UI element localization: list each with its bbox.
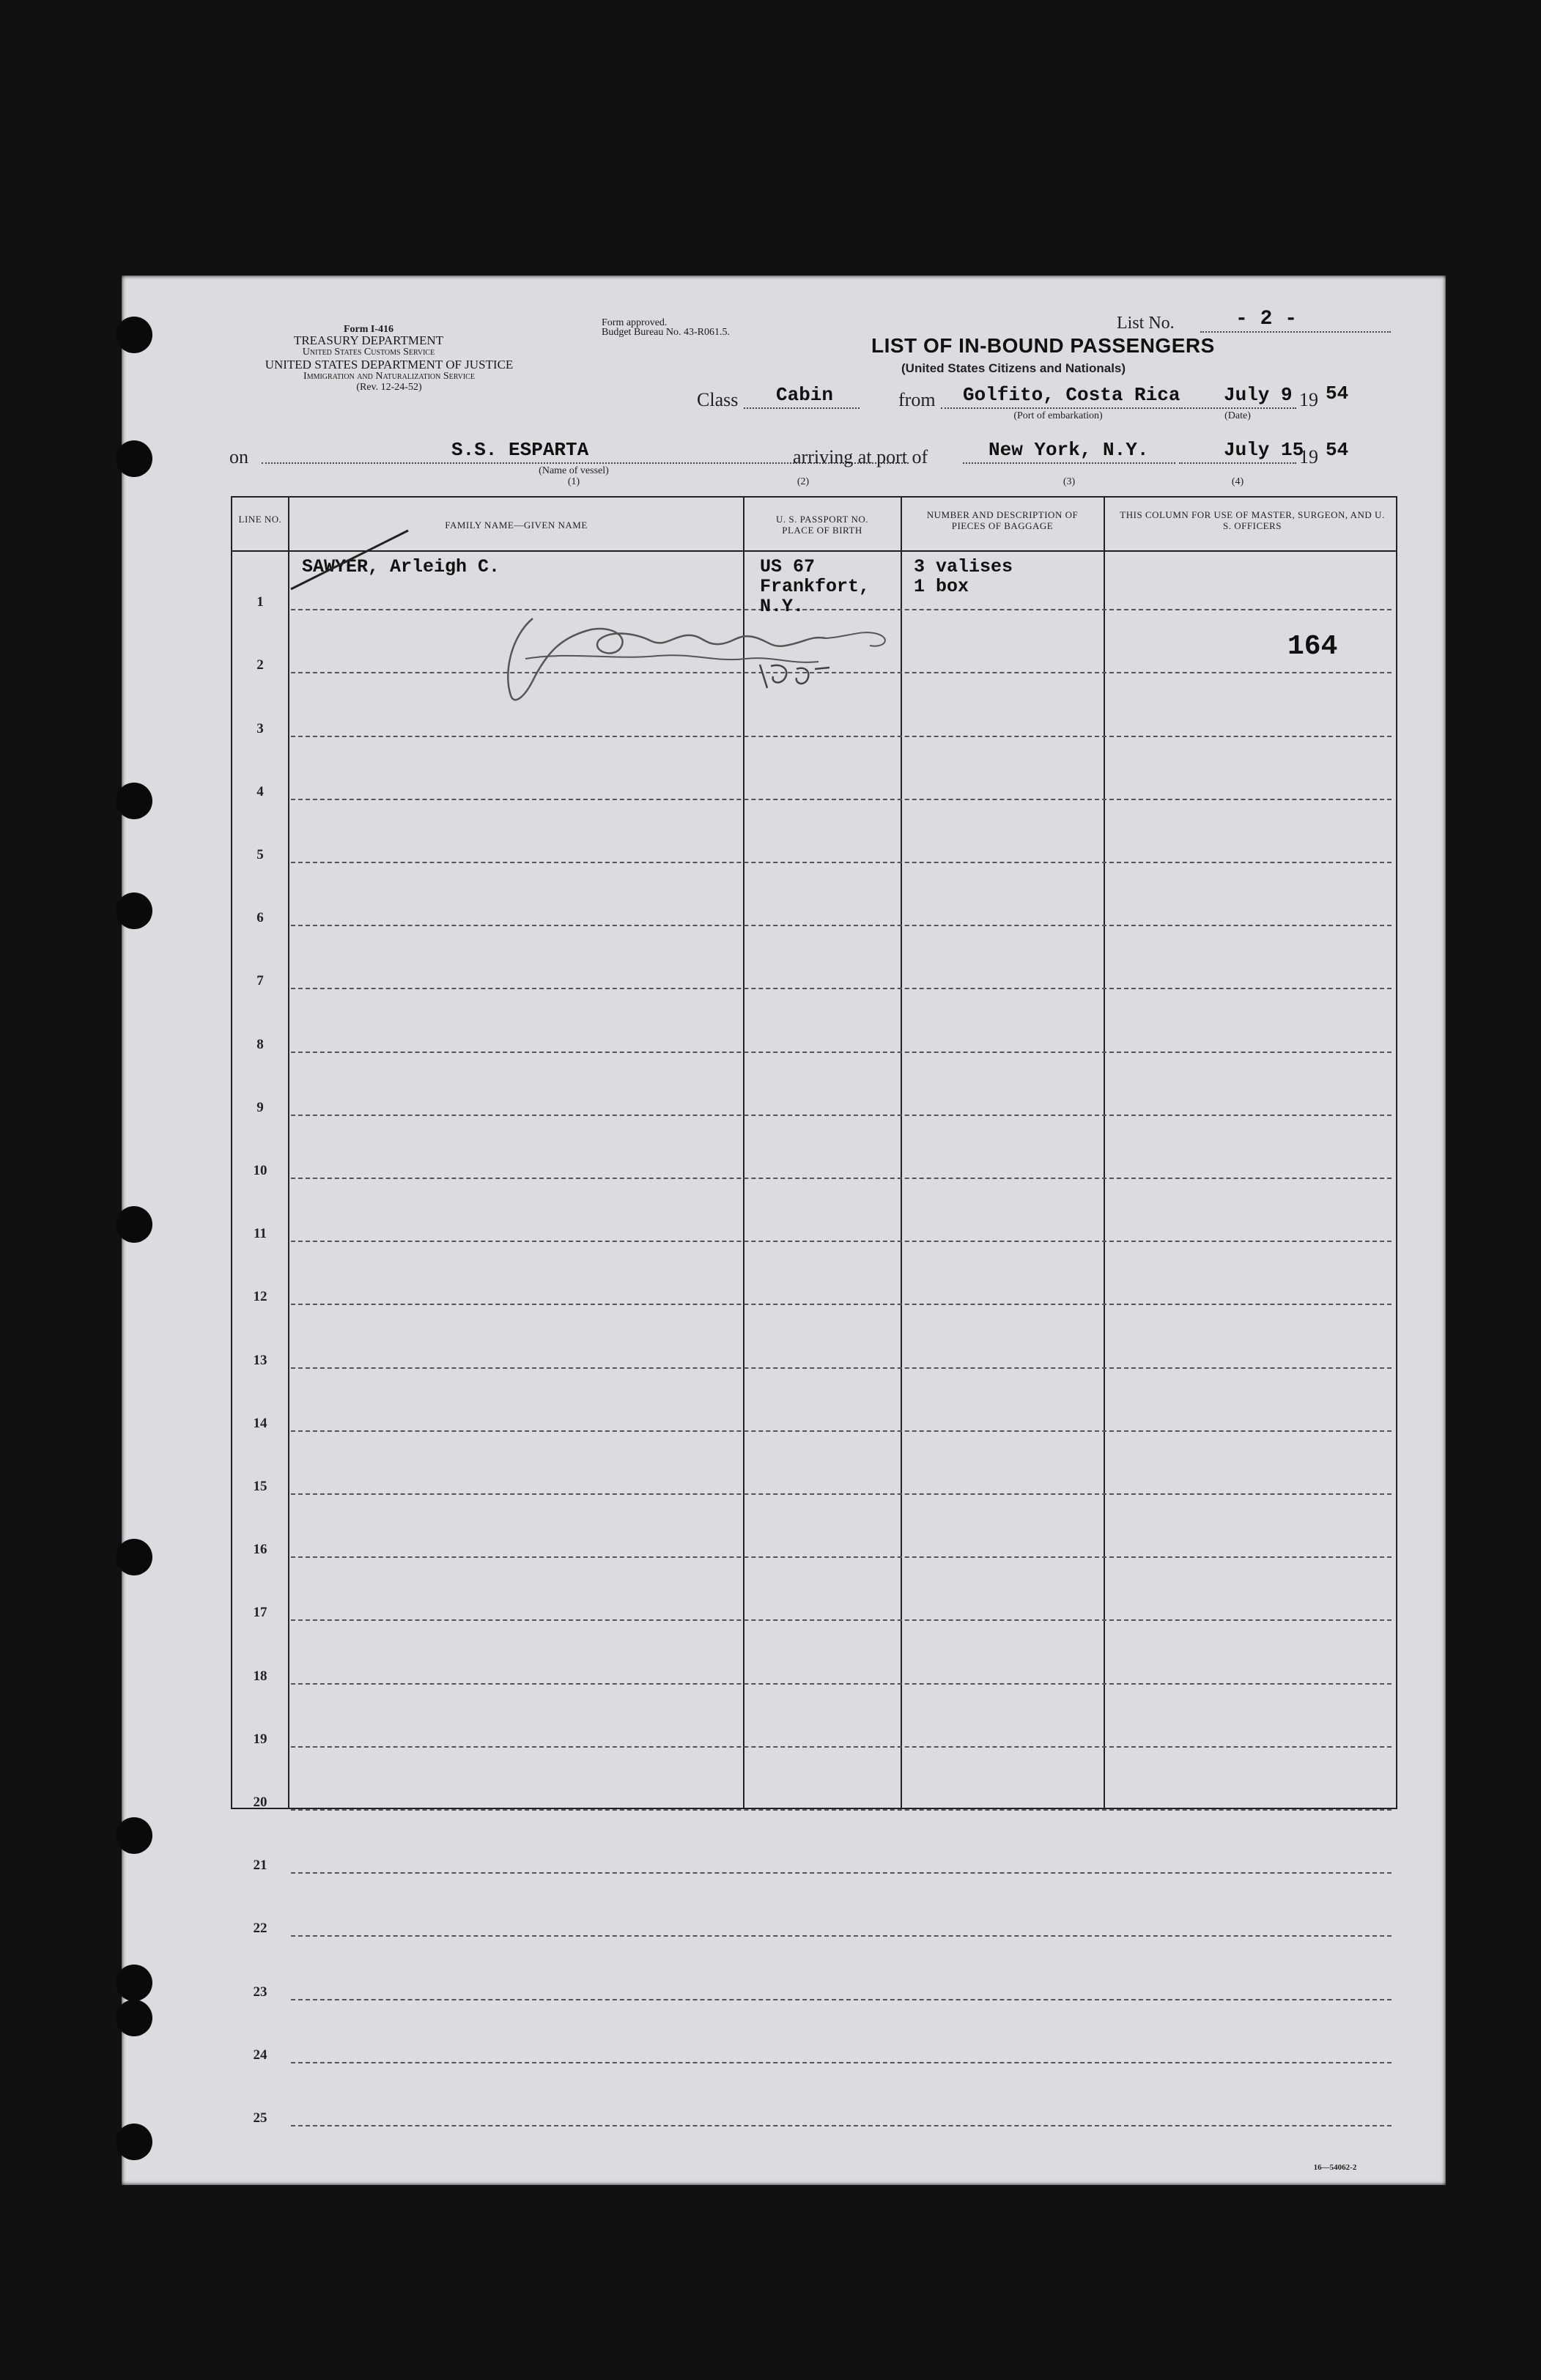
printer-code: 16—54062-2 [1313,2163,1357,2172]
customs-service: United States Customs Service [302,347,435,358]
line-number: 16 [253,1542,267,1558]
form-number: Form I-416 [343,324,394,335]
row-rule [291,1999,1392,2000]
row-rule [291,1367,1392,1369]
column-2-marker: (2) [797,476,810,487]
row-rule [291,736,1392,737]
row-rule [291,862,1392,863]
row-rule [291,799,1392,800]
date-caption: (Date) [1224,410,1251,421]
line-number: 7 [256,973,264,989]
line-number: 13 [253,1352,267,1368]
class-value: Cabin [776,384,834,406]
arrival-port: New York, N.Y. [988,439,1149,461]
header-baggage: NUMBER AND DESCRIPTION OF PIECES OF BAGGAGE [926,509,1079,531]
row-rule [291,1746,1392,1748]
row-rule [291,1872,1392,1874]
line-number: 14 [253,1415,267,1431]
from-label: from [898,389,936,410]
from-value: Golfito, Costa Rica [963,384,1180,406]
department-of-justice: UNITED STATES DEPARTMENT OF JUSTICE [265,358,514,372]
birth-state: N.Y. [760,596,805,617]
line-number: 6 [256,910,264,926]
birth-city: Frankfort, [760,576,871,597]
header-name: FAMILY NAME—GIVEN NAME [445,520,588,531]
list-no-value: - 2 - [1235,308,1298,330]
passenger-table [231,496,1397,2126]
year-from: 54 [1326,382,1349,404]
row-rule [291,1556,1392,1558]
on-label: on [229,446,248,468]
column-3-marker: (3) [1063,476,1076,487]
line-number: 5 [256,847,264,862]
year-to: 54 [1326,439,1349,461]
revision-date: (Rev. 12-24-52) [356,382,422,393]
row-rule [291,1115,1392,1116]
ins-service: Immigration and Naturalization Service [303,371,475,382]
row-rule [291,1683,1392,1685]
punch-hole [116,892,152,929]
line-number: 4 [256,783,264,799]
punch-hole [116,783,152,819]
form-approved: Form approved. [602,317,668,328]
column-1-marker: (1) [567,476,580,487]
date-to-line [1179,462,1296,464]
line-number: 11 [254,1226,267,1242]
signature-icon [481,607,936,717]
line-number: 22 [253,1921,267,1937]
header-line-no: LINE NO. [238,514,282,525]
row-rule [291,1809,1392,1811]
row-rule [291,1178,1392,1179]
line-number: 12 [253,1289,267,1305]
date-from: July 9 [1224,384,1293,406]
row-rule [291,925,1392,926]
year-prefix-to: 19 [1299,446,1318,468]
column-divider [288,498,289,1808]
baggage-line-1: 3 valises [914,556,1013,577]
from-line [941,407,1178,409]
baggage-line-2: 1 box [914,576,969,597]
row-rule [291,988,1392,989]
column-4-marker: (4) [1231,476,1244,487]
punch-hole [116,440,152,477]
row-rule [291,2125,1392,2126]
line-number: 17 [253,1605,267,1621]
passenger-name: SAWYER, Arleigh C. [302,556,500,577]
line-number: 18 [253,1668,267,1684]
row-rule [291,1430,1392,1432]
budget-bureau: Budget Bureau No. 43-R061.5. [602,327,730,338]
column-divider [1104,498,1105,1808]
punch-hole [116,1539,152,1575]
punch-hole [116,317,152,353]
line-number: 3 [256,720,264,736]
date-to: July 15 [1224,439,1304,461]
line-number: 8 [256,1036,264,1052]
arrival-port-line [963,462,1175,464]
list-no-label: List No. [1117,314,1175,333]
from-caption: (Port of embarkation) [1013,410,1103,421]
row-rule [291,1935,1392,1937]
line-number: 24 [253,2047,267,2063]
line-number: 23 [253,1984,267,2000]
line-number: 21 [253,1858,267,1874]
form-subtitle: (United States Citizens and Nationals) [901,361,1126,375]
punch-hole [116,1817,152,1854]
punch-hole [116,2124,152,2160]
manifest-page [122,276,1446,2185]
punch-hole [116,1206,152,1243]
year-prefix-from: 19 [1299,389,1318,410]
punch-hole [116,1965,152,2001]
line-number: 20 [253,1795,267,1810]
punch-hole [116,2000,152,2036]
vessel-caption: (Name of vessel) [539,465,609,476]
line-number: 2 [256,657,264,673]
row-rule [291,1304,1392,1305]
vessel-name: S.S. ESPARTA [451,439,589,461]
treasury-department: TREASURY DEPARTMENT [293,333,444,347]
row-rule [291,1241,1392,1242]
check-mark-icon [284,523,415,596]
line-number: 25 [253,2110,267,2126]
row-rule [291,1493,1392,1495]
line-number: 1 [256,594,264,610]
list-no-line [1200,331,1391,333]
date-from-line [1179,407,1296,409]
row-rule [291,1619,1392,1621]
officer-number: 164 [1287,631,1338,662]
row-rule [291,2062,1392,2063]
class-line [744,407,860,409]
header-officers: THIS COLUMN FOR USE OF MASTER, SURGEON, AND U. S. OFFICERS [1120,509,1385,531]
form-title: LIST OF IN-BOUND PASSENGERS [871,334,1215,357]
line-number: 9 [256,1099,264,1115]
line-number: 19 [253,1731,267,1747]
arriving-label: arriving at port of [793,446,928,468]
line-number: 10 [253,1163,267,1178]
class-label: Class [697,389,739,410]
line-number: 15 [253,1479,267,1494]
header-passport: U. S. PASSPORT NO. PLACE OF BIRTH [776,514,868,536]
passport-number: US 67 [760,556,816,577]
row-rule [291,1052,1392,1053]
